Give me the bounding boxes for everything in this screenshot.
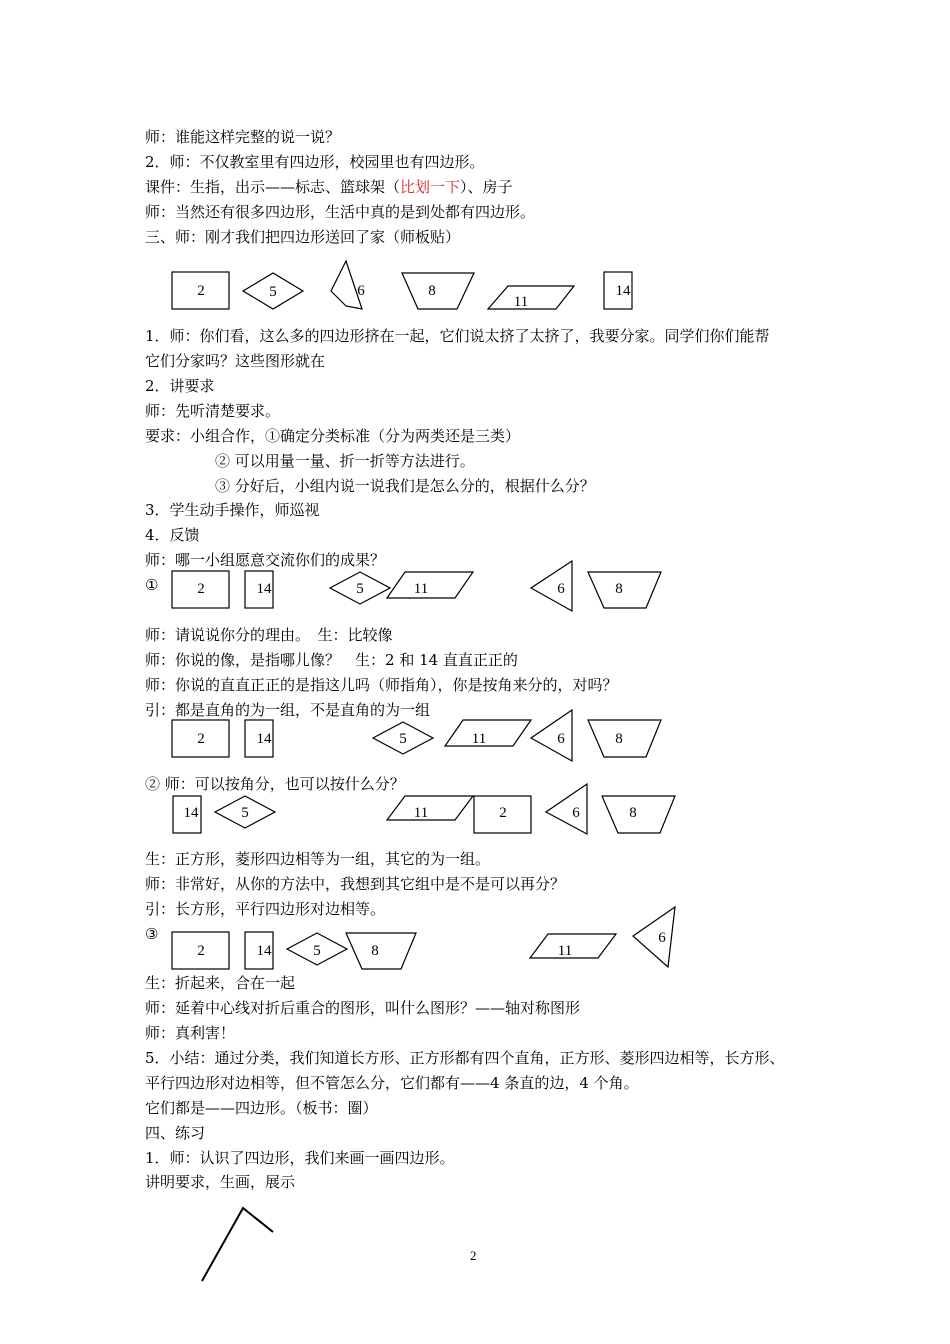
parallelogram-11: [387, 572, 473, 598]
line-1: 师：谁能这样完整的说一说？: [145, 128, 341, 146]
shape-label: 14: [256, 731, 272, 747]
shape-label: 6: [557, 731, 565, 747]
shape-label: 8: [615, 731, 623, 747]
line-30: 四、练习: [145, 1124, 206, 1142]
shape-label: 8: [615, 581, 623, 597]
line-7: 它们分家吗？这些图形就在: [145, 352, 326, 370]
line-19: 引：都是直角的为一组，不是直角的为一组: [145, 701, 431, 719]
shape-label: 2: [197, 731, 205, 747]
line-10: 要求：小组合作，①确定分类标准（分为两类还是三类）: [145, 427, 521, 445]
shape-label: 2: [197, 283, 205, 299]
shape-label: 5: [313, 943, 321, 959]
line-8: 2．讲要求: [145, 377, 215, 395]
kite-6: [531, 561, 572, 611]
trapezoid-8: [402, 273, 474, 309]
shapes-row-3: [0, 708, 950, 770]
shapes-row-4: [0, 780, 950, 840]
shape-label: 5: [399, 731, 407, 747]
kite-6: [633, 907, 675, 967]
trapezoid-8: [588, 572, 661, 608]
line-5: 三、师：刚才我们把四边形送回了家（师板贴）: [145, 228, 461, 246]
line-4: 师：当然还有很多四边形，生活中真的是到处都有四边形。: [145, 203, 536, 221]
shape-label: 8: [629, 805, 637, 821]
line-14: 4．反馈: [145, 526, 200, 544]
shapes-row-2: [0, 560, 950, 620]
parallelogram-11: [530, 934, 616, 958]
marker-3: ③: [145, 925, 159, 943]
line-15: 师：哪一小组愿意交流你们的成果？: [145, 551, 386, 569]
trapezoid-8: [346, 933, 416, 969]
line-3: 课件：生指，出示——标志、篮球架（比划一下）、房子: [145, 178, 513, 196]
shape-label: 14: [256, 943, 272, 959]
shape-label: 5: [269, 284, 277, 300]
shape-label: 11: [471, 731, 487, 747]
line-28: 平行四边形对边相等，但不管怎么分，它们都有——4 条直的边，4 个角。: [145, 1074, 639, 1092]
shape-label: 2: [499, 805, 507, 821]
line-6: 1．师：你们看，这么多的四边形挤在一起，它们说太挤了太挤了，我要分家。同学们你们能帮: [145, 327, 770, 345]
shape-label: 5: [241, 805, 249, 821]
shapes-row-5: [0, 905, 950, 971]
parallelogram-11: [387, 796, 473, 820]
shape-label: 11: [413, 805, 429, 821]
parallelogram-11: [445, 720, 531, 746]
shape-label: 14: [256, 581, 272, 597]
shape-label: 11: [413, 581, 429, 597]
trapezoid-8: [588, 720, 661, 757]
line-23: 引：长方形，平行四边形对边相等。: [145, 900, 386, 918]
line-24: 生：折起来，合在一起: [145, 974, 296, 992]
line-11: ② 可以用量一量、折一折等方法进行。: [215, 452, 475, 470]
kite-6: [546, 784, 587, 834]
line-9: 师：先听清楚要求。: [145, 402, 281, 420]
shapes-row-1: [0, 260, 950, 320]
shape-label: 14: [615, 283, 631, 299]
line-18: 师：你说的直直正正的是指这儿吗（师指角），你是按角来分的，对吗？: [145, 676, 618, 694]
shape-label: 2: [197, 943, 205, 959]
shape-label: 11: [557, 943, 573, 959]
line-12: ③ 分好后，小组内说一说我们是怎么分的，根据什么分？: [215, 477, 595, 495]
line-31: 1．师：认识了四边形，我们来画一画四边形。: [145, 1149, 455, 1167]
highlight-text: 比划一下: [400, 178, 461, 196]
shape-label: 6: [357, 283, 365, 299]
shape-label: 14: [183, 805, 199, 821]
shape-label: 6: [572, 805, 580, 821]
shape-label: 6: [557, 581, 565, 597]
kite-6: [531, 710, 572, 761]
shape-label: 2: [197, 581, 205, 597]
line-26: 师：真利害！: [145, 1024, 236, 1042]
line-16: 师：请说说你分的理由。 生：比较像: [145, 626, 393, 644]
line-2: 2．师：不仅教室里有四边形，校园里也有四边形。: [145, 153, 485, 171]
drawing-angle: [0, 1200, 950, 1290]
line-25: 师：延着中心线对折后重合的图形，叫什么图形？——轴对称图形: [145, 999, 581, 1017]
line-27: 5．小结：通过分类，我们知道长方形、正方形都有四个直角，正方形、菱形四边相等，长方形、: [145, 1049, 785, 1067]
line-13: 3．学生动手操作，师巡视: [145, 501, 320, 519]
parallelogram-11: [488, 286, 574, 309]
line-22: 师：非常好，从你的方法中，我想到其它组中是不是可以再分？: [145, 875, 566, 893]
line-20: ② 师：可以按角分，也可以按什么分？: [145, 775, 405, 793]
line-32: 讲明要求，生画，展示: [145, 1173, 296, 1191]
marker-1: ①: [145, 576, 159, 594]
line-17: 师：你说的像，是指哪儿像？ 生：2 和 14 直直正正的: [145, 651, 518, 669]
shape-label: 6: [658, 930, 666, 946]
shape-label: 5: [356, 581, 364, 597]
trapezoid-8: [602, 796, 675, 833]
shape-label: 11: [513, 294, 529, 310]
shape-label: 8: [428, 283, 436, 299]
page-number: 2: [470, 1248, 477, 1263]
line-21: 生：正方形，菱形四边相等为一组，其它的为一组。: [145, 850, 491, 868]
line-29: 它们都是——四边形。（板书：圈）: [145, 1099, 378, 1117]
shape-label: 8: [371, 943, 379, 959]
